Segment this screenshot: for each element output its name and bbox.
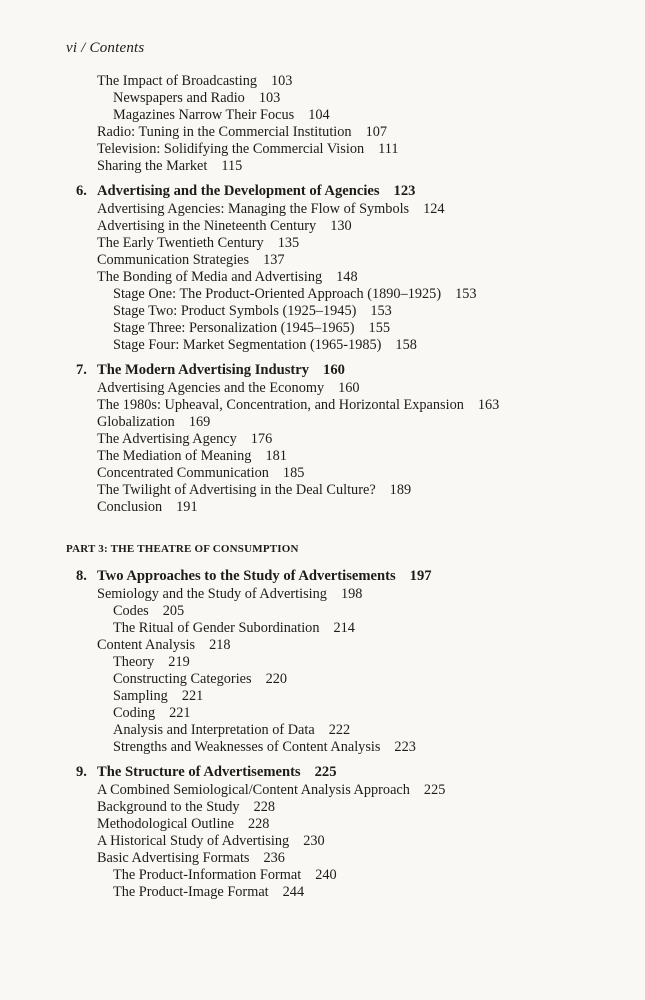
- entry-title: Stage Three: Personalization (1945–1965): [113, 320, 355, 336]
- page-number: 176: [250, 431, 273, 447]
- entry-title: The Impact of Broadcasting: [97, 73, 257, 89]
- toc-subentry: [113, 603, 184, 620]
- page-number: 198: [340, 586, 363, 602]
- chapter-title: Advertising and the Development of Agencies: [97, 183, 380, 199]
- page-number: 244: [282, 884, 305, 900]
- chapter-heading: [76, 568, 432, 585]
- page-number: 236: [263, 850, 285, 866]
- chapter-heading: [76, 362, 345, 379]
- page-number: 160: [323, 362, 345, 378]
- toc-subentry: [113, 739, 416, 756]
- toc-entry: [97, 448, 287, 465]
- page-number: 219: [168, 654, 190, 670]
- toc-entry: [97, 397, 499, 414]
- chapter-title: The Modern Advertising Industry: [97, 362, 310, 378]
- entry-title: Advertising Agencies: Managing the Flow of Symbols: [97, 201, 410, 217]
- entry-title: Television: Solidifying the Commercial Vision: [97, 141, 365, 157]
- page-number: 160: [338, 380, 360, 396]
- toc-entry: [97, 465, 304, 482]
- page-number: 103: [258, 90, 281, 106]
- toc-entry: [97, 141, 399, 158]
- toc-entry: [97, 782, 445, 799]
- toc-entry: [97, 850, 285, 867]
- toc-subentry: [113, 688, 203, 705]
- page-number: 158: [395, 337, 417, 353]
- toc-subentry: [113, 286, 477, 303]
- entry-title: Stage One: The Product-Oriented Approach (1890–1925): [113, 286, 442, 302]
- entry-title: Semiology and the Study of Advertising: [97, 586, 327, 602]
- entry-title: The Product-Image Format: [113, 884, 269, 900]
- toc-entry: [97, 414, 210, 431]
- entry-title: Coding: [113, 705, 156, 721]
- entry-title: The 1980s: Upheaval, Concentration, and Horizontal Expansion: [97, 397, 464, 413]
- entry-title: Constructing Categories: [113, 671, 252, 687]
- page-number: 221: [169, 705, 191, 721]
- toc-entry: [97, 482, 411, 499]
- entry-title: Advertising in the Nineteenth Century: [97, 218, 317, 234]
- chapter-number: 9.: [76, 764, 87, 780]
- part-heading: PART 3: THE THEATRE OF CONSUMPTION: [66, 543, 299, 555]
- entry-title: Methodological Outline: [97, 816, 234, 832]
- entry-title: A Combined Semiological/Content Analysis Approach: [97, 782, 410, 798]
- entry-title: The Mediation of Meaning: [97, 448, 252, 464]
- page-number: 189: [389, 482, 412, 498]
- entry-title: The Twilight of Advertising in the Deal Culture?: [97, 482, 376, 498]
- toc-entry: [97, 158, 242, 175]
- entry-title: Communication Strategies: [97, 252, 250, 268]
- toc-entry: [97, 799, 275, 816]
- entry-title: Stage Two: Product Symbols (1925–1945): [113, 303, 357, 319]
- page-number: 197: [409, 568, 432, 584]
- chapter-number: 8.: [76, 568, 87, 584]
- toc-subentry: [113, 620, 355, 637]
- page-number: 228: [253, 799, 276, 815]
- page-number: 103: [271, 73, 293, 89]
- chapter-heading: [76, 183, 415, 200]
- entry-title: Globalization: [97, 414, 175, 430]
- entry-title: The Advertising Agency: [97, 431, 237, 447]
- entry-title: A Historical Study of Advertising: [97, 833, 290, 849]
- entry-title: Magazines Narrow Their Focus: [113, 107, 295, 123]
- entry-title: Background to the Study: [97, 799, 240, 815]
- page-number: 205: [162, 603, 185, 619]
- entry-title: Codes: [113, 603, 149, 619]
- page-number: 115: [221, 158, 243, 174]
- toc-entry: [97, 218, 352, 235]
- chapter-heading: [76, 764, 337, 781]
- toc-entry: [97, 637, 231, 654]
- toc-entry: [97, 73, 292, 90]
- page-number: 240: [315, 867, 337, 883]
- entry-title: Theory: [113, 654, 155, 670]
- toc-subentry: [113, 671, 287, 688]
- page-number: 225: [314, 764, 337, 780]
- page-number: 153: [370, 303, 392, 319]
- page-number: 107: [365, 124, 388, 140]
- page-number: 191: [176, 499, 198, 515]
- entry-title: Analysis and Interpretation of Data: [113, 722, 315, 738]
- entry-title: Sharing the Market: [97, 158, 208, 174]
- page-number: 130: [330, 218, 352, 234]
- page-number: 230: [303, 833, 325, 849]
- entry-title: Concentrated Communication: [97, 465, 269, 481]
- page-number: 214: [333, 620, 355, 636]
- toc-subentry: [113, 337, 417, 354]
- page-number: 153: [455, 286, 477, 302]
- page-number: 137: [263, 252, 285, 268]
- page-number: 169: [188, 414, 211, 430]
- toc-entry: [97, 499, 198, 516]
- page-number: 223: [394, 739, 416, 755]
- chapter-title: The Structure of Advertisements: [97, 764, 301, 780]
- entry-title: Newspapers and Radio: [113, 90, 245, 106]
- page-number: 163: [477, 397, 500, 413]
- toc-entry: [97, 431, 272, 448]
- page-number: 124: [423, 201, 445, 217]
- entry-title: The Ritual of Gender Subordination: [113, 620, 320, 636]
- page-number: 104: [308, 107, 330, 123]
- page-number: 225: [423, 782, 446, 798]
- toc-subentry: [113, 867, 337, 884]
- toc-entry: [97, 833, 325, 850]
- chapter-number: 7.: [76, 362, 87, 378]
- page-number: 228: [248, 816, 270, 832]
- toc-subentry: [113, 722, 350, 739]
- page-number: 221: [181, 688, 204, 704]
- entry-title: The Early Twentieth Century: [97, 235, 264, 251]
- chapter-number: 6.: [76, 183, 87, 199]
- toc-entry: [97, 269, 358, 286]
- page-number: 220: [265, 671, 288, 687]
- toc-subentry: [113, 107, 330, 124]
- page-number: 148: [336, 269, 358, 285]
- entry-title: The Product-Information Format: [113, 867, 302, 883]
- entry-title: Basic Advertising Formats: [97, 850, 250, 866]
- entry-title: Conclusion: [97, 499, 163, 515]
- toc-subentry: [113, 654, 190, 671]
- running-head: vi / Contents: [66, 40, 145, 56]
- page-number: 155: [368, 320, 390, 336]
- toc-entry: [97, 201, 445, 218]
- entry-title: Radio: Tuning in the Commercial Institution: [97, 124, 352, 140]
- toc-entry: [97, 380, 360, 397]
- toc-entry: [97, 586, 362, 603]
- page-number: 123: [393, 183, 416, 199]
- page-number: 218: [209, 637, 231, 653]
- toc-subentry: [113, 320, 390, 337]
- toc-entry: [97, 124, 387, 141]
- page-number: 111: [378, 141, 399, 157]
- page-number: 185: [282, 465, 305, 481]
- page-number: 181: [265, 448, 287, 464]
- toc-subentry: [113, 705, 191, 722]
- toc-subentry: [113, 303, 392, 320]
- chapter-title: Two Approaches to the Study of Advertisements: [97, 568, 396, 584]
- entry-title: Stage Four: Market Segmentation (1965-1985): [113, 337, 382, 353]
- toc-entry: [97, 235, 299, 252]
- toc-entry: [97, 252, 285, 269]
- entry-title: Strengths and Weaknesses of Content Analysis: [113, 739, 381, 755]
- toc-entry: [97, 816, 269, 833]
- page-number: 222: [328, 722, 351, 738]
- page-number: 135: [277, 235, 300, 251]
- toc-subentry: [113, 90, 280, 107]
- entry-title: Sampling: [113, 688, 168, 704]
- entry-title: Content Analysis: [97, 637, 196, 653]
- entry-title: Advertising Agencies and the Economy: [97, 380, 325, 396]
- entry-title: The Bonding of Media and Advertising: [97, 269, 323, 285]
- toc-subentry: [113, 884, 304, 901]
